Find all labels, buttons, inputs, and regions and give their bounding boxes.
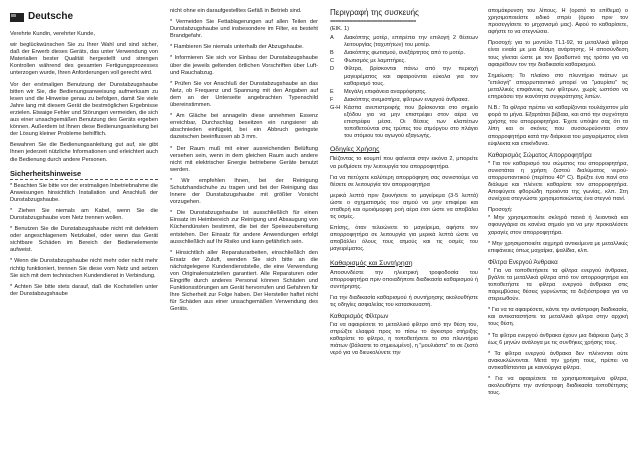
part-key: E [330,88,334,95]
paragraph: Προσοχή: για το μοντέλο TL1-92, τα μεταλλικά φίλτρα είναι ενιαία με μια δέσμη ανάρτησης. Η αποσύνδεση τους γίνεται ώστε με τον βραδυπνό της τρόπο για να αφαιρέθουν τον την διαδικασία καθαρισμού. [488,40,628,68]
safety-note: * Beachten Sie bitte vor der erstmaligen Inbetriebnahme die Anweisungen hinsichtlich Installation und Anschluß der Dunstabzugshaube. [10,182,159,203]
safety-note: * Die Dunstabzugshaube ist ausschließlich für einen Einsatz im Heimbereich zur Reinigung und Absaugung von Küchendünsten bestimmt, die bei der Speisezubereitung entstehen. Der Einsatz für andere Anwendungen erfolgt ausschließlich auf Ihr Risiko und kann gefährlich sein. [170,210,318,245]
parts-list [330,35,478,140]
list-item [330,105,478,140]
part-key: G-H [330,104,341,111]
column-german-1 [10,8,158,302]
carbon-filter-heading: Φίλτρα Ενεργού Άνθρακα [488,258,558,266]
safety-note: * Wenn die Dunstabzugshaube nicht mehr oder nicht mehr richtig funktioniert, trennen Sie diese vom Netz und setzen Sie sich mit dem technischen Kundendienst in Verbindung. [10,258,158,279]
column-greek-2 [488,8,628,401]
safety-note: * Informieren Sie sich vor Einbau der Dunstabzugshaube über die jeweils geltenden örtlichen Vorschriften über Luft- und Rauchabzug. [170,55,318,76]
section-heading-deutsche [10,11,158,23]
paragraph: Bewahren Sie die Bedienungsanleitung gut auf, sie gibt Ihnen jederzeit nützliche Informationen und erleichtert auch die Bedienung durch andere Personen. [10,142,158,163]
language-flag-icon [10,13,24,22]
safety-note: * Achten Sie bitte stets darauf, daß die Kochstellen unter der Dunstabzugshaube [10,283,158,297]
part-key: C [330,58,335,65]
part-text: Διακόπτης ανεμιστήρα, φίλτρων ενεργού άνθρακα. [344,96,470,103]
list-item [330,50,478,57]
list-item [330,89,478,96]
filter-cleaning-heading: Καθαρισμός Φίλτρων [330,313,389,320]
paragraph: Αποσυνδέστε την ηλεκτρική τροφοδοσία του απορροφητήρα πριν οποιαδήποτε διαδικασία καθαρισμού ή συντήρησης. [330,269,478,290]
salutation: Verehrte Kundin, verehrter Kunde, [10,31,95,37]
paragraph: * Μην χρησιμοποιείτε σκληρά πανιά ή λειαντικά και σφουγγάρια σε κανένα σημείο για να μην προκαλέσετε χαραγές στον απορροφητήρα. [488,215,628,236]
heading-divider [10,179,158,180]
list-item [330,97,478,104]
paragraph: απομάκρυνση του λίπους. Η (ορατό το επίθεμα) ο χρησιμοποιείστε ειδικό σπρέι (όμοιο πριν τον προσεγγίσετε το μηχανισμό μας). Αφού το καθαρίσετε, αφήστε το να στεγνώσει. [488,8,628,36]
device-description-heading: Περιγραφή της συσκευής [330,8,419,17]
safety-note: * Flambieren Sie niemals unterhalb der Abzugshaube. [170,44,304,51]
part-key: F [330,96,334,103]
paragraph: N.B.: Τα φίλτρα πρέπει να καθαρίζονται τουλάχιστον μία φορά το μήνα. Εξαρτάται βέβαια, και από την συχνότητα χρήσης του απορροφητήρα. Έχετε υπόψιν σας ότι τα λίπη και οι σκόνες που συσσωρεύονται στον απορροφητήρα κατά την διάρκεια του μαγειρέματος είναι εύφλεκτα και επικίνδυνα. [488,105,628,147]
list-item [330,35,478,49]
heading-rule: =============================== [330,19,416,25]
part-key: D [330,66,335,73]
part-text: Κάσπα ανεπιστροφής που βρίσκονται στο σημείο εξόδου για να μην επιστρέφει στον αέρα να επιστρέφει μέσα. Οι θέσεις των κλαπέτων τοποθετούνται στις τρύπες του ατμόργου στο πλάγιο του στόμιου του αγωγού εξαγωγής. [344,104,478,140]
caution-label: Προσοχή: [488,207,513,214]
part-key: B [330,50,334,57]
paragraph: μερικά λεπτά πριν ξεκινήσετε το μαγείρεμα (3-5 λεπτά) ώστε ο σχηματισμός του ατμού να μην επιφέρει και σταθερή και ομοιόμορφη ροή αέρα έτσι ώστε να αποβάλει τις οσμές. [330,192,478,221]
part-text: Φωτισμός με λαμπτήρες. [344,58,406,65]
paragraph: nicht ohne ein daraufgestelltes Gefäß in Betrieb sind. [170,8,302,14]
safety-note: * Der Raum muß mit einer ausreichenden Belüftung versehen sein, wenn in dem gleichen Raum auch andere nicht mit elektrischer Energie betriebene Geräte benutzt werden. [170,145,318,173]
paragraph: Vor der erstmaligen Benutzung der Dunstabzugshaube bitten wir Sie, die Bedienungsanweisung aufmerksam zu lesen und die Hinweise genau zu befolgen, damit Sie viele Jahre lang mit diesem Gerät die bestmöglichen Ergebnisse erzielen. Etwaige Fehler und Störungen vermeiden, die sich aus einer unsachgemäßen Benutzung des Geräts ergeben können. Außerdem ist Ihnen diese Bedienungsanleitung bei der Lösung kleiner Probleme behilflich. [10,81,159,138]
paragraph: Για να πετύχετε καλύτερη απορρόφηση σας συνιστούμε να θέσετε σε λειτουργία τον απορροφητήρα [330,174,478,188]
paragraph: Για την διαδικασία καθαρισμού ή συντήρησης ακολουθήστε τις οδηγίες ασφαλείας του κατασκευαστή. [330,294,478,308]
column-greek-1 [330,8,478,361]
safety-note: * Wir empfehlen Ihnen, bei der Reinigung Schutzhandschuhe zu tragen und bei der Reinigung das Innere der Dunstabzugshaube mit größter Vorsicht vorzugehen. [170,177,318,206]
safety-note: * Hinsichtlich aller Reparaturarbeiten, einschließlich den Ersatz der Zuluft, wenden Sie sich bitte an die nächstgelegene Kundendienststelle, die eine Verwendung von Originalersatzteilen garantiert. Alle Reparaturen oder Eingriffe durch anderes Personal können Schäden und Funktionsstörungen am Gerät hervorrufen und Gefahren für Ihre Sicherheit zur Folge haben. Der Hersteller haftet nicht für Schäden aus einer unsachgemäßen Verwendung des Geräts. [170,249,319,313]
language-title: Deutsche [28,11,74,22]
figure-reference: (ΕΙΚ. 1) [330,26,349,32]
safety-note: * Ziehen Sie niemals am Kabel, wenn Sie die Dunstabzugshaube vom Netz trennen wollen. [10,207,158,221]
list-item [330,66,478,87]
column-german-2 [170,8,318,318]
paragraph: * Για να τα αφαιρέσετε, κάντε την αντίστροφη διαδικασία, και αντικαταστήστε τα μεταλλικά φίλτρα στην αρχική τους θέση. [488,307,628,328]
paragraph: * Για τον καθαρισμό του σώματος του απορροφητήρα, συνιστάται η χρήση ζεστού διαλύματος νερού-απορρυπαντικού (περίπου 40° C). Βρέξτε ένα πανί στο διάλυμα και πλένετε καθαρίστε τον απορροφητήρα. Αποφύγετε φθορώδη προιόντα της γωνίας, κλπ. Στη συνέχεια στεγνώστε χρησιμοποιώντας ένα στεγνό πανί. [488,160,628,203]
paragraph: Επίσης, όταν τελειώνετε το μαγείρεμα, αφήστε τον απορροφητήρα σε λειτουργία για μερικά λεπτά ώστε να αποβάλλει όλους τους ατμούς και τις οσμές του μαγειρέματος. [330,225,478,253]
paragraph: Σημείωση: Το πλαίσιο στο πλυντήριο πιάτων με "επιλογή" απορρυπαντικό μπορεί να "μαυρίσει" τις μεταλλικές επιφάνειες των φίλτρων, χωρίς ωστόσο να επηρεάσει την ικανότητα συγκράτησης λιπών. [488,72,628,101]
part-text: Διακόπτης φωτισμού, ανεξάρτητος από το μοτέρ. [344,50,465,57]
paragraph: * Μην χρησιμοποιείτε αιχμηρά αντικείμενα με μεταλλικές επιφάνειες όπως μαχαίρια, ψαλίδια, κλπ. [488,240,628,254]
paragraph: * Τα φίλτρα ενεργού άνθρακα δεν πλένονται ούτε ανακυκλώνονται. Μετά την χρήση τους, πρέπει να αντικαθίστανται με καινούργια φίλτρα. [488,350,628,371]
body-cleaning-heading: Καθαρισμός Σώματος Απορροφητήρα [488,151,592,159]
safety-note: * Am Gläche bei annagelin diese annehmen Essenz erreichbar, Durchschlag beseitzen ein rungsierer ab abschnieden einfügeld, bei ein Abbruch geringste dazwischen beeinflussen ab 3 mm. [170,113,318,141]
paragraph: * Τα φίλτρα ενεργού άνθρακα έχουν μια διάρκεια ζωής 3 έως 6 μηνών ανάλογα με τις συνθήκες χρήσης τους. [488,332,628,346]
safety-note: * Vermeiden Sie Fettablagerungen auf allen Teilen der Dunstabzugshaube und insbesondere im Filter, es besteht Brandgefahr. [170,19,318,40]
usage-heading: Οδηγίες Χρήσης [330,146,380,154]
part-key: A [330,35,334,42]
paragraph: * Για να αφαιρέσετε τα χρησιμοποιημένα φίλτρα, ακολουθήστε την αντίστροφη διαδικασία τοποθέτησης τους. [488,376,628,397]
safety-heading: Sicherheitshinweise [10,168,82,178]
part-text: Διακόπτης μοτέρ, επιτρέπει την επιλογή 2 θέσεων λειτουργίας (ταχυτήτων) του μοτέρ. [344,35,478,49]
list-item [330,58,478,65]
part-text: Φίλτρα, βρίσκονται πάνω από την περιοχή μαγειρέματος και αφαιρούνται εύκολα για τον καθαρισμό τους. [344,66,478,87]
safety-note: * Benutzen Sie die Dunstabzugshaube nicht mit defektem oder angeschlagenem Netzkabel, oder wenn das Gerät sichtbare Schäden im Bereich der Bedienelemente aufweist. [10,226,158,254]
paragraph: * Για να τοποθετήσετε τα φίλτρα ενεργού άνθρακα, βγάλτε τα μεταλλικά φίλτρα από τον απορροφητήρα και τοποθετήστε τα φίλτρα ενεργού άνθρακα στις παρεμβύσεις θέσεις γυρνώντας τα δεξιόστροφα για να στερεωθούν. [488,267,628,303]
part-text: Μεγάλη επιφάνεια αναρρόφησης. [344,88,427,95]
paragraph: Πιέζοντας το κουμπί που φαίνεται στην εικόνα 2, μπορείτε να ρυθμίσετε την λειτουργία του απορροφητήρα. [330,156,478,170]
safety-note: * Prüfen Sie vor Anschluß der Dunstabzugshaube an das Netz, ob Frequenz und Spannung mit den Angaben auf dem an der Unterseite angebrachten Typenschild übereinstimmen. [170,80,318,109]
paragraph: wir beglückwünschen Sie zu Ihrer Wahl und sind sicher, daß der Erwerb dieses Geräts, das unter Verwendung von Materialien bester Qualität hergestellt und strengen Kontrollen während des gesamten Fertigungsprozesses unterzogen wurde, Ihren Anforderungen voll gerecht wird. [10,42,158,77]
paragraph: Για να αφαιρέσετε το μεταλλικό φίλτρο από την θέση του, σπρώξτε ελαφρά προς το πίσω το άγκιστρο στήριξης καθαρίστε το φίλτρο, η τοποθετήσετε το στο πλυντήριο πιάτων (βάλαστε το σημειωμένο), η "μουλιάστε" το σε ζεστό νερό για να διευκολύνετε την [330,322,478,357]
cleaning-heading: Καθαρισμός και Συντήρηση [330,259,413,267]
